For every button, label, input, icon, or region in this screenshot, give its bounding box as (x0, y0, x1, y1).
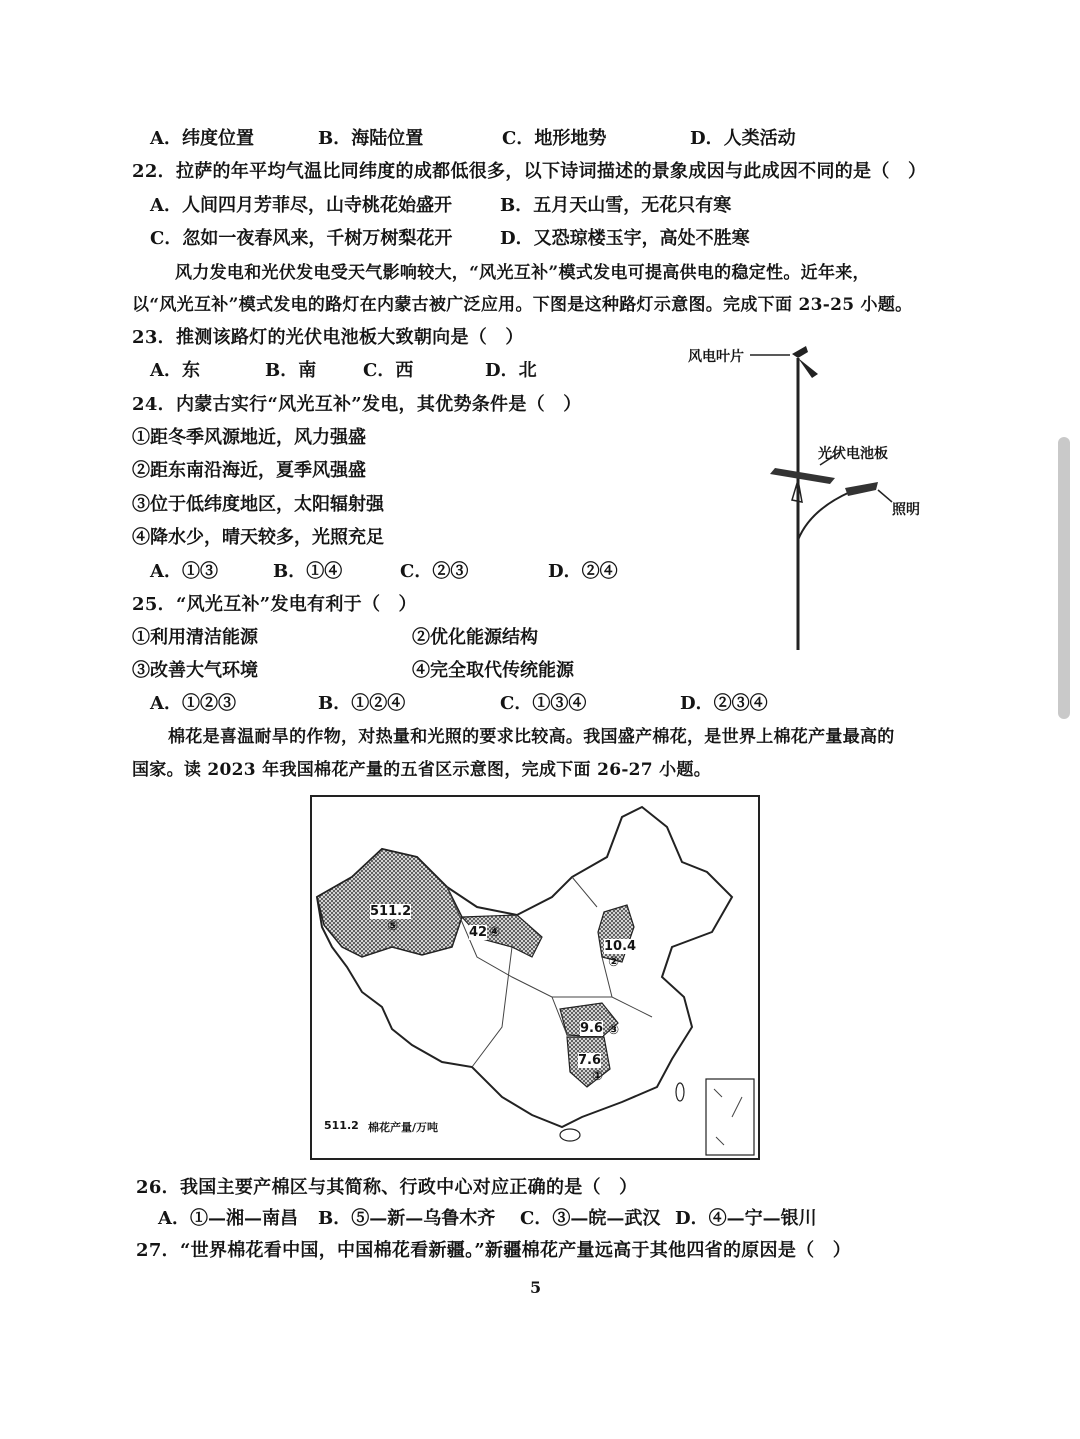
label-wind-blade: 风电叶片 (688, 349, 744, 365)
q25-option-b: B．①②④ (318, 693, 406, 714)
map-value-xinjiang: 511.2 (370, 904, 412, 919)
q26-option-d: D．④—宁—银川 (675, 1208, 817, 1229)
map-legend-value: 511.2 (324, 1119, 359, 1132)
q24-option-a: A．①③ (150, 561, 218, 582)
map-marker-5: ⑤ (387, 919, 399, 934)
map-marker-1: ① (592, 1069, 604, 1084)
q22-option-a: A．人间四月芳菲尽，山寺桃花始盛开 (150, 195, 452, 216)
q24-option-d: D．②④ (548, 561, 618, 582)
q23-option-a: A．东 (150, 360, 200, 381)
q24-item-3: ③位于低纬度地区，太阳辐射强 (132, 494, 384, 515)
q26-option-b: B．⑤—新—乌鲁木齐 (318, 1208, 496, 1229)
q24-option-b: B．①④ (273, 561, 343, 582)
q25-item-4: ④完全取代传统能源 (412, 660, 574, 681)
q25-item-2: ②优化能源结构 (412, 627, 538, 648)
q26-stem: 26．我国主要产棉区与其简称、行政中心对应正确的是（ ） (136, 1177, 638, 1198)
q27-stem: 27．“世界棉花看中国，中国棉花看新疆。”新疆棉花产量远高于其他四省的原因是（ ） (136, 1240, 852, 1261)
q21-option-a: A．纬度位置 (150, 128, 254, 149)
intro-26-27-line1: 棉花是喜温耐旱的作物，对热量和光照的要求比较高。我国盛产棉花，是世界上棉花产量最高的 (168, 727, 895, 747)
label-solar-panel: 光伏电池板 (818, 446, 888, 462)
q24-item-4: ④降水少，晴天较多，光照充足 (132, 527, 384, 548)
map-value-hunan: 7.6 (578, 1053, 602, 1068)
q24-option-c: C．②③ (400, 561, 469, 582)
q24-item-2: ②距东南沿海近，夏季风强盛 (132, 460, 366, 481)
cotton-map (310, 795, 760, 1160)
q25-item-3: ③改善大气环境 (132, 660, 258, 681)
map-marker-4: ④ (489, 925, 501, 940)
q26-option-c: C．③—皖—武汉 (520, 1208, 661, 1229)
label-lighting: 照明 (892, 502, 920, 518)
q22-option-c: C．忽如一夜春风来，千树万树梨花开 (150, 228, 453, 249)
q25-stem: 25．“风光互补”发电有利于（ ） (132, 594, 417, 615)
q21-option-c: C．地形地势 (502, 128, 607, 149)
q25-option-c: C．①③④ (500, 693, 587, 714)
intro-23-25-line2: 以“风光互补”模式发电的路灯在内蒙古被广泛应用。下图是这种路灯示意图。完成下面 23-25 小题。 (132, 295, 913, 315)
map-marker-2: ② (608, 955, 620, 970)
map-marker-3: ③ (608, 1023, 620, 1038)
q25-item-1: ①利用清洁能源 (132, 627, 258, 648)
q22-stem: 22．拉萨的年平均气温比同纬度的成都低很多，以下诗词描述的景象成因与此成因不同的是（ ） (132, 161, 927, 182)
south-china-sea-inset (706, 1079, 754, 1155)
lamp-icon (845, 482, 878, 496)
q21-option-b: B．海陆位置 (318, 128, 424, 149)
q22-option-d: D．又恐琼楼玉宇，高处不胜寒 (500, 228, 750, 249)
q26-option-a: A．①—湘—南昌 (158, 1208, 298, 1229)
intro-23-25-line1: 风力发电和光伏发电受天气影响较大，“风光互补”模式发电可提高供电的稳定性。近年来， (175, 263, 870, 283)
q25-option-d: D．②③④ (680, 693, 768, 714)
q24-stem: 24．内蒙古实行“风光互补”发电，其优势条件是（ ） (132, 394, 582, 415)
q25-option-a: A．①②③ (150, 693, 236, 714)
map-value-hubei: 9.6 (580, 1021, 604, 1036)
page-number: 5 (530, 1278, 542, 1297)
q24-item-1: ①距冬季风源地近，风力强盛 (132, 427, 366, 448)
q23-option-b: B．南 (265, 360, 317, 381)
q23-option-d: D．北 (485, 360, 537, 381)
scrollbar-thumb[interactable] (1058, 437, 1070, 719)
q23-option-c: C．西 (363, 360, 414, 381)
region-xinjiang (317, 849, 462, 957)
map-value-hebei: 10.4 (604, 939, 637, 954)
q23-stem: 23．推测该路灯的光伏电池板大致朝向是（ ） (132, 327, 524, 348)
map-legend-text: 棉花产量/万吨 (368, 1121, 439, 1134)
intro-26-27-line2: 国家。读 2023 年我国棉花产量的五省区示意图，完成下面 26-27 小题。 (132, 760, 712, 780)
solar-panel-icon (770, 468, 835, 484)
q22-option-b: B．五月天山雪，无花只有寒 (500, 195, 732, 216)
wind-blade-icon (792, 346, 808, 358)
q21-option-d: D．人类活动 (690, 128, 796, 149)
map-value-gansu: 42 (469, 925, 488, 940)
